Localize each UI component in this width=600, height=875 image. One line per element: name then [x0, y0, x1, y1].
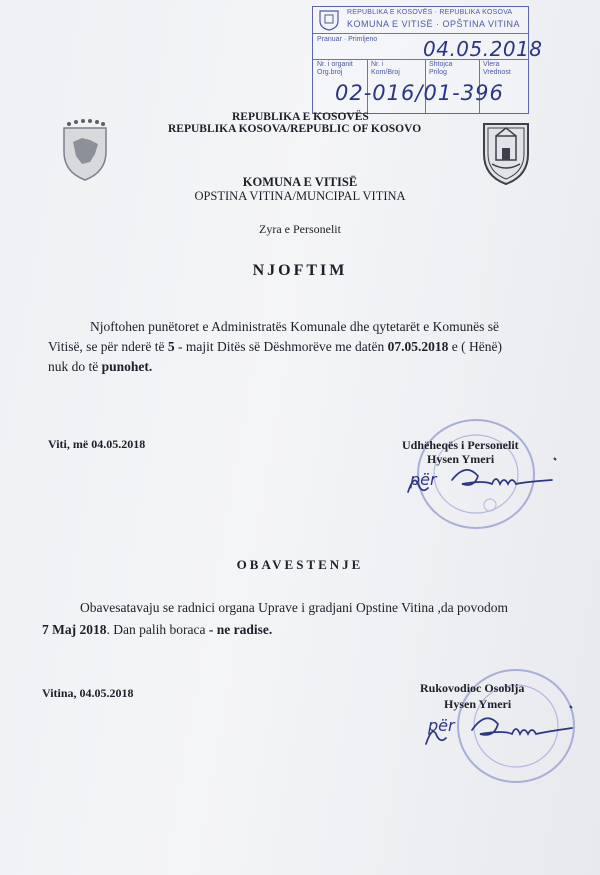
signer-name-sq: Hysen Ymeri [427, 452, 495, 466]
notice-sq-line2 [48, 337, 502, 357]
stamp-header-line2: KOMUNA E VITISË · OPŠTINA VITINA [347, 19, 521, 29]
notice-sr-emphasis: - ne radise. [208, 622, 273, 637]
stamp-col-org: Nr. i organit Org.broj [317, 61, 353, 76]
notice-sq-emphasis: punohet. [101, 359, 153, 374]
office-name: Zyra e Personelit [259, 222, 341, 236]
stamp-date-value: 04.05.2018 [423, 37, 543, 61]
signer-title-sq: Udhëheqës i Personelit [402, 438, 519, 452]
place-date-sq: Viti, më 04.05.2018 [48, 437, 146, 451]
stamp-date-label: Pranuar · Primljeno [317, 36, 378, 43]
country-name-sq: REPUBLIKA E KOSOVËS [232, 111, 369, 123]
notice-sq-line3 [48, 357, 152, 377]
notice-sr-text: . Dan palih boraca [106, 622, 209, 637]
notice-title-sq: NJOFTIM [252, 262, 348, 279]
municipality-name-other: OPSTINA VITINA/MUNCIPAL VITINA [194, 189, 406, 203]
signer-name-sr: Hysen Ymeri [444, 697, 512, 711]
stamp-coat-of-arms-icon [317, 9, 341, 31]
handwritten-signature-sq [404, 454, 564, 504]
notice-sr-date: 7 Maj 2018 [42, 622, 107, 637]
notice-sq-text: - majit Ditës së Dëshmorëve me datën [174, 339, 388, 354]
signature-per-sq: për [410, 470, 437, 489]
notice-sq-day: 5 [167, 339, 175, 354]
signature-per-sr: për [428, 716, 455, 735]
notice-sq-text: nuk do të [48, 359, 102, 374]
stamp-registration-number: 02-016/01-396 [335, 81, 504, 105]
place-date-sr: Vitina, 04.05.2018 [42, 686, 134, 700]
stamp-col-number: Nr. i Kom/Broj [371, 61, 400, 76]
notice-title-sr: OBAVESTENJE [236, 557, 364, 572]
signer-title-sr: Rukovodioc Osoblja [420, 681, 525, 695]
municipality-name-sq: KOMUNA E VITISË [242, 175, 358, 189]
stamp-header-line1: REPUBLIKA E KOSOVËS · REPUBLIKA KOSOVA [347, 9, 513, 16]
stamp-col-value: Vlera Vrednost [483, 61, 511, 76]
notice-sq-text: Vitisë, se për nderë të [48, 339, 168, 354]
country-name-other: REPUBLIKA KOSOVA/REPUBLIC OF KOSOVO [168, 123, 422, 135]
notice-sq-line1: Njoftohen punëtoret e Administratës Komunale dhe qytetarët e Komunës së [90, 319, 500, 334]
notice-sq-weekday: e ( Hënë) [448, 339, 502, 354]
kosovo-coat-of-arms-icon [60, 118, 110, 182]
handwritten-signature-sr [420, 700, 580, 754]
notice-sr-line1: Obavesatavaju se radnici organa Uprave i gradjani Opstine Vitina ,da povodom [80, 600, 508, 615]
notice-sr-line2 [42, 620, 272, 640]
vitia-municipal-emblem-icon [478, 116, 534, 186]
notice-sq-date: 07.05.2018 [387, 339, 449, 354]
stamp-col-attachment: Shtojca Prilog [429, 61, 453, 76]
registration-stamp [312, 6, 543, 114]
